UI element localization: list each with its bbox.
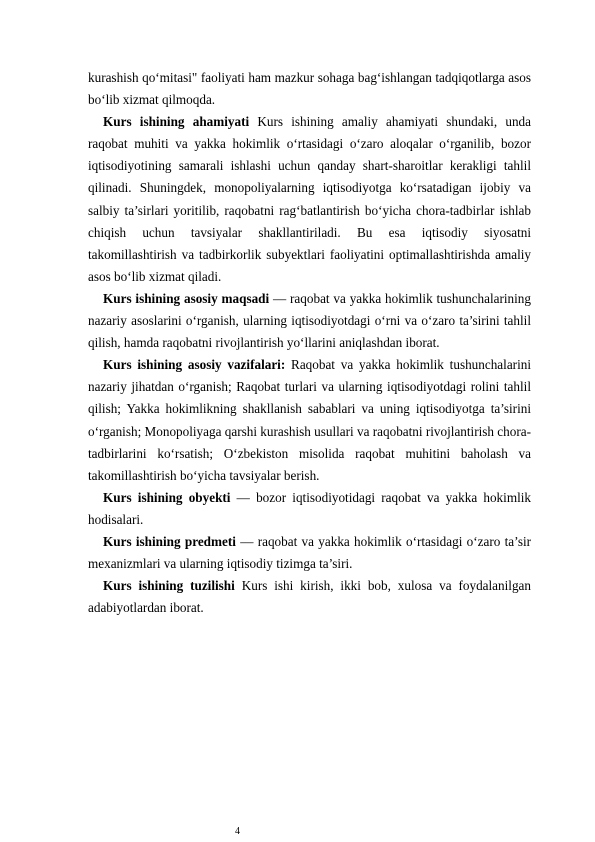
paragraph-predmeti <box>88 531 531 575</box>
paragraph-lead: Kurs ishining predmeti <box>103 533 236 549</box>
paragraph-text: Kurs ishining amaliy ahamiyati shundaki, unda raqobat muhiti va yakka hokimlik o‘rtasidagi o‘zaro aloqalar o‘rganilib, bozor iqtisodiyotining samarali ishlashi uchun qanday shart-sharoitlar kerakligi tahlil qilinadi. Shuningdek, monopoliyalarning iqtisodiyotga ko‘rsatadigan ijobiy va salbiy ta’sirlari yoritilib, raqobatni rag‘batlantirish bo‘yicha chora-tadbirlar ishlab chiqish uchun tavsiyalar shakllantiriladi. Bu esa iqtisodiy siyosatni takomillashtirish va tadbirkorlik subyektlari faoliyatini optimallashtirishda amaliy asos bo‘lib xizmat qiladi. <box>88 114 531 284</box>
paragraph-lead: Kurs ishining ahamiyati <box>103 114 250 130</box>
page-number: 4 <box>235 826 240 837</box>
paragraph-lead: Kurs ishining asosiy vazifalari: <box>103 357 286 373</box>
paragraph-tuzilishi <box>88 575 531 619</box>
paragraph-text: — raqobat va yakka hokimlik o‘rtasidagi o‘zaro ta’sir mexanizmlari va ularning iqtisodiy tizimga ta’siri. <box>88 533 532 572</box>
paragraph-lead: Kurs ishining asosiy maqsadi <box>103 290 270 306</box>
paragraph-text: — bozor iqtisodiyotidagi raqobat va yakka hokimlik hodisalari. <box>88 489 531 527</box>
document-body <box>88 67 531 619</box>
paragraph-text: Raqobat va yakka hokimlik tushunchalarini nazariy jihatdan o‘rganish; Raqobat turlari va ularning iqtisodiyotdagi rolini tahlil qilish; Yakka hokimlikning shakllanish sabablari va uning iqtisodiyotga ta’sirini o‘rganish; Monopoliyaga qarshi kurashish usullari va raqobatni rivojlantirish chora-tadbirlarini ko‘rsatish; O‘zbekiston misolida raqobat muhitini baholash va takomillashtirish bo‘yicha tavsiyalar berish. <box>88 357 531 483</box>
paragraph-continuation <box>88 67 531 111</box>
paragraph-obyekti <box>88 487 531 531</box>
paragraph-text: kurashish qo‘mitasi" faoliyati ham mazkur sohaga bag‘ishlangan tadqiqotlarga asos bo‘lib xizmat qilmoqda. <box>88 70 531 108</box>
paragraph-text: Kurs ishi kirish, ikki bob, xulosa va foydalanilgan adabiyotlardan iborat. <box>88 578 531 616</box>
paragraph-lead: Kurs ishining tuzilishi <box>103 578 235 594</box>
paragraph-vazifalari <box>88 354 531 487</box>
paragraph-maqsadi <box>88 288 531 354</box>
paragraph-lead: Kurs ishining obyekti <box>103 489 231 505</box>
paragraph-text: — raqobat va yakka hokimlik tushunchalarining nazariy asoslarini o‘rganish, ularning iqtisodiyotdagi o‘rni va o‘zaro ta’sirini tahlil qilish, hamda raqobatni rivojlantirish yo‘llarini aniqlashdan iborat. <box>88 290 531 351</box>
paragraph-ahamiyati <box>88 111 531 288</box>
